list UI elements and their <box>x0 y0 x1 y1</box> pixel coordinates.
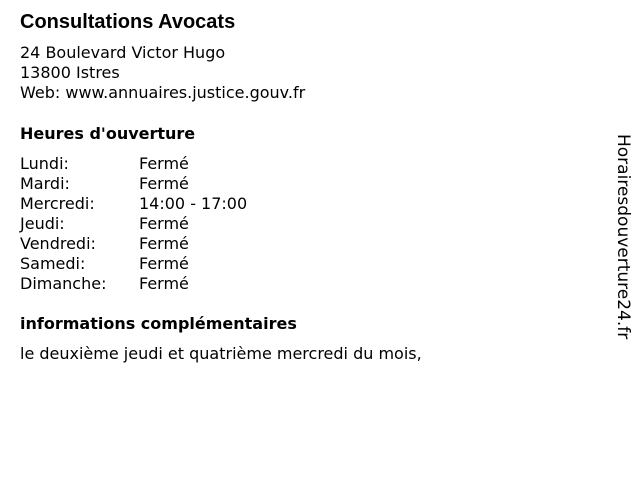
hours-value: Fermé <box>139 254 189 273</box>
hours-value: Fermé <box>139 154 189 173</box>
hours-row-saturday <box>20 254 247 274</box>
hours-row-wednesday <box>20 194 247 214</box>
hours-heading: Heures d'ouverture <box>20 124 196 143</box>
hours-value: Fermé <box>139 214 189 233</box>
hours-row-thursday <box>20 214 247 234</box>
day-label: Mercredi: <box>20 194 95 213</box>
address-block <box>20 43 305 103</box>
additional-info-heading: informations complémentaires <box>20 314 297 333</box>
day-label: Jeudi: <box>20 214 65 233</box>
hours-row-tuesday <box>20 174 247 194</box>
day-label: Lundi: <box>20 154 69 173</box>
city-postal-code: 13800 Istres <box>20 63 120 82</box>
hours-value: 14:00 - 17:00 <box>139 194 248 213</box>
day-label: Mardi: <box>20 174 70 193</box>
hours-row-monday <box>20 154 247 174</box>
hours-value: Fermé <box>139 174 189 193</box>
hours-value: Fermé <box>139 274 189 293</box>
site-watermark: Horairesdouverture24.fr <box>613 134 633 340</box>
street-address: 24 Boulevard Victor Hugo <box>20 43 226 62</box>
day-label: Samedi: <box>20 254 86 273</box>
hours-row-sunday <box>20 274 247 294</box>
website-line: Web: www.annuaires.justice.gouv.fr <box>20 83 306 102</box>
hours-value: Fermé <box>139 234 189 253</box>
additional-info-text: le deuxième jeudi et quatrième mercredi du mois, <box>20 344 422 363</box>
day-label: Vendredi: <box>20 234 96 253</box>
opening-hours-list <box>20 154 247 294</box>
business-name: Consultations Avocats <box>20 11 236 33</box>
day-label: Dimanche: <box>20 274 107 293</box>
hours-row-friday <box>20 234 247 254</box>
